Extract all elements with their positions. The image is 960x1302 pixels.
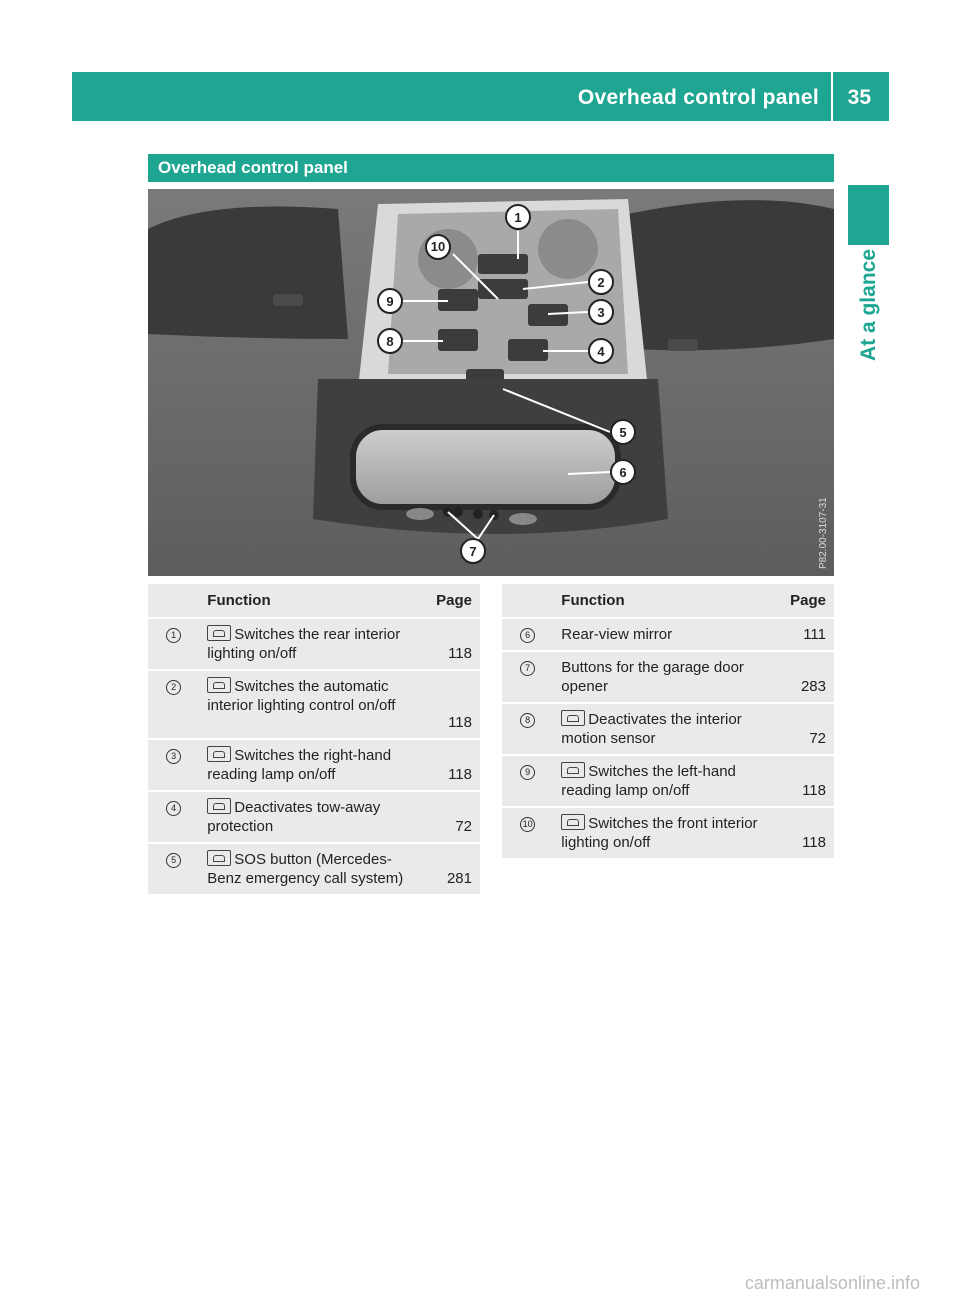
function-text: Switches the automatic interior lighting control on/off	[207, 678, 396, 714]
function-text: Switches the left-hand reading lamp on/off	[561, 763, 736, 799]
column-header-function: Function	[199, 584, 412, 617]
header-divider	[831, 72, 833, 121]
reading-lamp-icon	[561, 762, 585, 778]
callout-2-label: 2	[597, 275, 605, 290]
header-title: Overhead control panel	[577, 86, 819, 109]
table-header-row	[148, 584, 480, 617]
callout-10-label: 10	[430, 239, 446, 254]
item-number: 10	[520, 817, 535, 832]
page-ref: 281	[412, 844, 480, 894]
item-number: 1	[166, 628, 181, 643]
section-header	[148, 154, 834, 182]
item-number: 3	[166, 749, 181, 764]
table-row	[502, 756, 834, 806]
item-number: 2	[166, 680, 181, 695]
side-tab-text: At a glance	[856, 248, 880, 362]
page-ref: 118	[412, 619, 480, 669]
table-header-row	[502, 584, 834, 617]
callout-5-label: 5	[619, 425, 627, 440]
page-ref: 118	[412, 671, 480, 738]
callout-6-label: 6	[619, 465, 627, 480]
page-ref: 118	[412, 740, 480, 790]
table-row	[148, 740, 480, 790]
callout-9-label: 9	[386, 294, 394, 309]
side-tab-marker	[848, 185, 889, 245]
column-header-page: Page	[766, 584, 834, 617]
function-text: Switches the rear interior lighting on/off	[207, 626, 401, 662]
item-number: 5	[166, 853, 181, 868]
page-ref: 283	[766, 652, 834, 702]
page-number: 35	[847, 86, 871, 109]
sos-icon	[207, 850, 231, 866]
overhead-panel-illustration	[148, 189, 834, 576]
overhead-panel-photo	[148, 189, 834, 576]
footer-watermark: carmanualsonline.info	[744, 1273, 920, 1293]
function-text: Buttons for the garage door opener	[561, 659, 744, 695]
item-number: 7	[520, 661, 535, 676]
table-row	[148, 619, 480, 669]
item-number: 6	[520, 628, 535, 643]
column-header-page: Page	[412, 584, 480, 617]
function-table-left	[148, 582, 480, 896]
function-text: Switches the front interior lighting on/off	[561, 815, 758, 851]
function-text: SOS button (Mercedes-Benz emergency call system)	[207, 851, 404, 887]
function-table-right	[502, 582, 834, 860]
table-row	[148, 671, 480, 738]
item-number: 9	[520, 765, 535, 780]
table-row	[502, 652, 834, 702]
callout-7-label: 7	[469, 544, 477, 559]
motion-sensor-icon	[561, 710, 585, 726]
table-row	[502, 619, 834, 650]
column-header-function: Function	[553, 584, 766, 617]
page-ref: 118	[766, 756, 834, 806]
page-ref: 72	[412, 792, 480, 842]
front-light-icon	[561, 814, 585, 830]
item-number: 4	[166, 801, 181, 816]
page-ref: 111	[766, 619, 834, 650]
tow-away-icon	[207, 798, 231, 814]
item-number: 8	[520, 713, 535, 728]
reading-lamp-icon	[207, 746, 231, 762]
side-tab-label	[848, 250, 889, 360]
table-row	[502, 704, 834, 754]
table-row	[502, 808, 834, 858]
function-text: Rear-view mirror	[561, 626, 673, 643]
function-text: Switches the right-hand reading lamp on/off	[207, 747, 392, 783]
rear-light-icon	[207, 625, 231, 641]
function-text: Deactivates the interior motion sensor	[561, 711, 742, 747]
table-row	[148, 844, 480, 894]
auto-light-icon	[207, 677, 231, 693]
callout-4-label: 4	[597, 344, 605, 359]
section-title: Overhead control panel	[158, 158, 348, 177]
image-reference: P82.00-3107-31	[818, 497, 829, 569]
page-header	[72, 72, 889, 121]
callout-3-label: 3	[597, 305, 605, 320]
table-row	[148, 792, 480, 842]
callout-1-label: 1	[514, 210, 522, 225]
function-text: Deactivates tow-away protection	[207, 799, 381, 835]
callout-8-label: 8	[386, 334, 394, 349]
page-ref: 72	[766, 704, 834, 754]
page-ref: 118	[766, 808, 834, 858]
